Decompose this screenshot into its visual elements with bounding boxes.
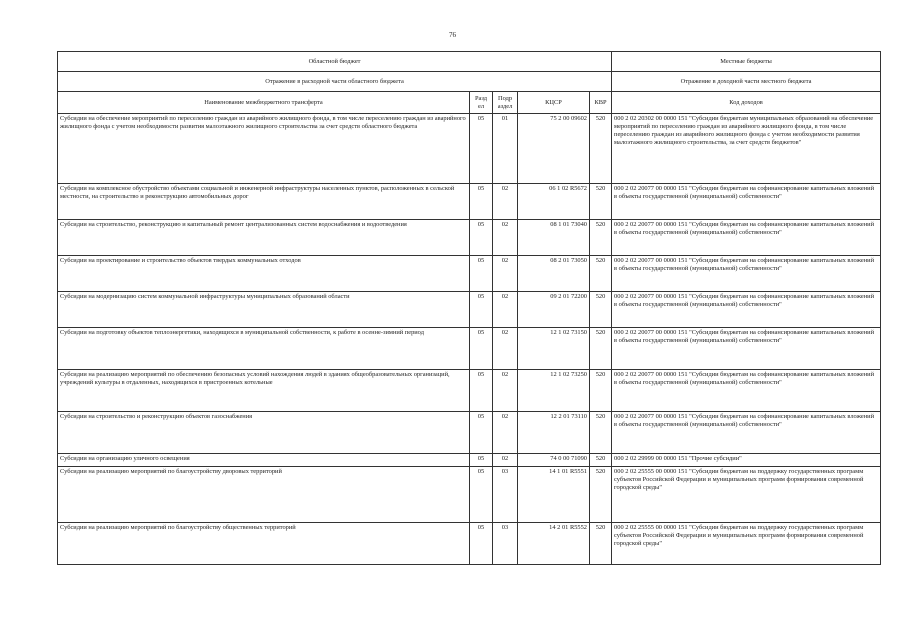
row-kvr-cell: 520 (590, 454, 612, 467)
page-number: 76 (449, 31, 456, 39)
row-kod-cell: 000 2 02 20077 00 0000 151 "Субсидии бюджетам на софинансирование капитальных вложений в объекты государственной (муниципальной) собственности" (612, 370, 881, 412)
row-name-cell: Субсидии на реализацию мероприятий по благоустройству общественных территорий (58, 523, 470, 565)
row-kod-cell: 000 2 02 29999 00 0000 151 "Прочие субсидии" (612, 454, 881, 467)
row-kcsr-cell: 75 2 00 09602 (518, 114, 590, 184)
row-kvr-cell: 520 (590, 220, 612, 256)
row-podrazdel-cell: 03 (493, 467, 518, 523)
row-kvr-cell: 520 (590, 184, 612, 220)
local-income-header: Отражение в доходной части местного бюджета (612, 72, 881, 92)
row-name-cell: Субсидии на подготовку объектов теплоэнергетики, находящихся в муниципальной собственности, к работе в осенне-зимний период (58, 328, 470, 370)
col-kcsr-header: КЦСР (518, 92, 590, 114)
row-kvr-cell: 520 (590, 467, 612, 523)
row-kvr-cell: 520 (590, 328, 612, 370)
row-kod-cell: 000 2 02 20077 00 0000 151 "Субсидии бюджетам на софинансирование капитальных вложений в объекты государственной (муниципальной) собственности" (612, 220, 881, 256)
row-kcsr-cell: 12 1 02 73250 (518, 370, 590, 412)
table-row (58, 467, 881, 523)
table-row (58, 256, 881, 292)
regional-budget-header: Областной бюджет (58, 52, 612, 72)
row-kvr-cell: 520 (590, 370, 612, 412)
table-row (58, 370, 881, 412)
row-kod-cell: 000 2 02 25555 00 0000 151 "Субсидии бюджетам на поддержку государственных программ субъектов Российской Федерации и муниципальных программ формирования современной городской среды" (612, 467, 881, 523)
table-row (58, 454, 881, 467)
row-kcsr-cell: 12 1 02 73150 (518, 328, 590, 370)
row-kod-cell: 000 2 02 25555 00 0000 151 "Субсидии бюджетам на поддержку государственных программ субъектов Российской Федерации и муниципальных программ формирования современной городской среды" (612, 523, 881, 565)
row-name-cell: Субсидии на реализацию мероприятий по обеспечению безопасных условий нахождения людей в зданиях общеобразовательных организаций, учреждений культуры в отдаленных, находящихся в пристроенных котельные (58, 370, 470, 412)
row-name-cell: Субсидии на модернизацию систем коммунальной инфраструктуры муниципальных образований области (58, 292, 470, 328)
row-kvr-cell: 520 (590, 523, 612, 565)
row-razdel-cell: 05 (470, 220, 493, 256)
row-kod-cell: 000 2 02 20077 00 0000 151 "Субсидии бюджетам на софинансирование капитальных вложений в объекты государственной (муниципальной) собственности" (612, 412, 881, 454)
row-name-cell: Субсидии на комплексное обустройство объектами социальной и инженерной инфраструктуры населенных пунктов, расположенных в сельской местности, на строительство и реконструкцию автомобильных дорог (58, 184, 470, 220)
col-name-header: Наименование межбюджетного трансферта (58, 92, 470, 114)
col-kvr-header: КВР (590, 92, 612, 114)
row-podrazdel-cell: 02 (493, 184, 518, 220)
row-razdel-cell: 05 (470, 328, 493, 370)
row-kvr-cell: 520 (590, 114, 612, 184)
row-razdel-cell: 05 (470, 370, 493, 412)
row-kcsr-cell: 08 1 01 73040 (518, 220, 590, 256)
row-kcsr-cell: 09 2 01 72200 (518, 292, 590, 328)
row-podrazdel-cell: 02 (493, 220, 518, 256)
table-row (58, 114, 881, 184)
local-budgets-header: Местные бюджеты (612, 52, 881, 72)
row-podrazdel-cell: 02 (493, 292, 518, 328)
row-podrazdel-cell: 02 (493, 454, 518, 467)
row-podrazdel-cell: 02 (493, 328, 518, 370)
row-name-cell: Субсидии на проектирование и строительство объектов твердых коммунальных отходов (58, 256, 470, 292)
row-podrazdel-cell: 02 (493, 256, 518, 292)
row-podrazdel-cell: 03 (493, 523, 518, 565)
table-row (58, 328, 881, 370)
row-kod-cell: 000 2 02 20077 00 0000 151 "Субсидии бюджетам на софинансирование капитальных вложений в объекты государственной (муниципальной) собственности" (612, 256, 881, 292)
row-kod-cell: 000 2 02 20077 00 0000 151 "Субсидии бюджетам на софинансирование капитальных вложений в объекты государственной (муниципальной) собственности" (612, 328, 881, 370)
row-razdel-cell: 05 (470, 412, 493, 454)
col-podrazdel-header: Подр аздел (493, 92, 518, 114)
row-kcsr-cell: 14 1 01 R5551 (518, 467, 590, 523)
row-name-cell: Субсидии на строительство, реконструкцию и капитальный ремонт централизованных систем водоснабжения и водоотведения (58, 220, 470, 256)
row-podrazdel-cell: 02 (493, 370, 518, 412)
row-kod-cell: 000 2 02 20077 00 0000 151 "Субсидии бюджетам на софинансирование капитальных вложений в объекты государственной (муниципальной) собственности" (612, 184, 881, 220)
row-podrazdel-cell: 02 (493, 412, 518, 454)
row-name-cell: Субсидии на реализацию мероприятий по благоустройству дворовых территорий (58, 467, 470, 523)
row-razdel-cell: 05 (470, 454, 493, 467)
row-kcsr-cell: 08 2 01 73050 (518, 256, 590, 292)
row-razdel-cell: 05 (470, 114, 493, 184)
row-name-cell: Субсидии на обеспечение мероприятий по переселению граждан из аварийного жилищного фонда, в том числе переселению граждан из аварийного жилищного фонда с учетом необходимости развития малоэтажного жилищного строительства за счет средств областного бюджета (58, 114, 470, 184)
regional-expense-header: Отражение в расходной части областного бюджета (58, 72, 612, 92)
table-row (58, 412, 881, 454)
row-kcsr-cell: 12 2 01 73110 (518, 412, 590, 454)
table-row (58, 292, 881, 328)
row-kcsr-cell: 74 0 00 71090 (518, 454, 590, 467)
row-kod-cell: 000 2 02 20302 00 0000 151 "Субсидии бюджетам муниципальных образований на обеспечение мероприятий по переселению граждан из аварийного жилищного фонда, в том числе переселению граждан из аварийного жилищного фонда с учетом необходимости развития малоэтажного жилищного строительства, за счет средств бюджетов" (612, 114, 881, 184)
row-name-cell: Субсидии на строительство и реконструкцию объектов газоснабжения (58, 412, 470, 454)
row-razdel-cell: 05 (470, 184, 493, 220)
row-kod-cell: 000 2 02 20077 00 0000 151 "Субсидии бюджетам на софинансирование капитальных вложений в объекты государственной (муниципальной) собственности" (612, 292, 881, 328)
row-name-cell: Субсидии на организацию уличного освещения (58, 454, 470, 467)
row-kvr-cell: 520 (590, 412, 612, 454)
row-kcsr-cell: 14 2 01 R5552 (518, 523, 590, 565)
table-row (58, 184, 881, 220)
row-podrazdel-cell: 01 (493, 114, 518, 184)
row-razdel-cell: 05 (470, 256, 493, 292)
transfer-table (57, 51, 881, 565)
row-kcsr-cell: 06 1 02 R5672 (518, 184, 590, 220)
row-kvr-cell: 520 (590, 256, 612, 292)
row-kvr-cell: 520 (590, 292, 612, 328)
row-razdel-cell: 05 (470, 523, 493, 565)
table-row (58, 523, 881, 565)
row-razdel-cell: 05 (470, 467, 493, 523)
col-kod-header: Код доходов (612, 92, 881, 114)
col-razdel-header: Разд ел (470, 92, 493, 114)
table-row (58, 220, 881, 256)
row-razdel-cell: 05 (470, 292, 493, 328)
